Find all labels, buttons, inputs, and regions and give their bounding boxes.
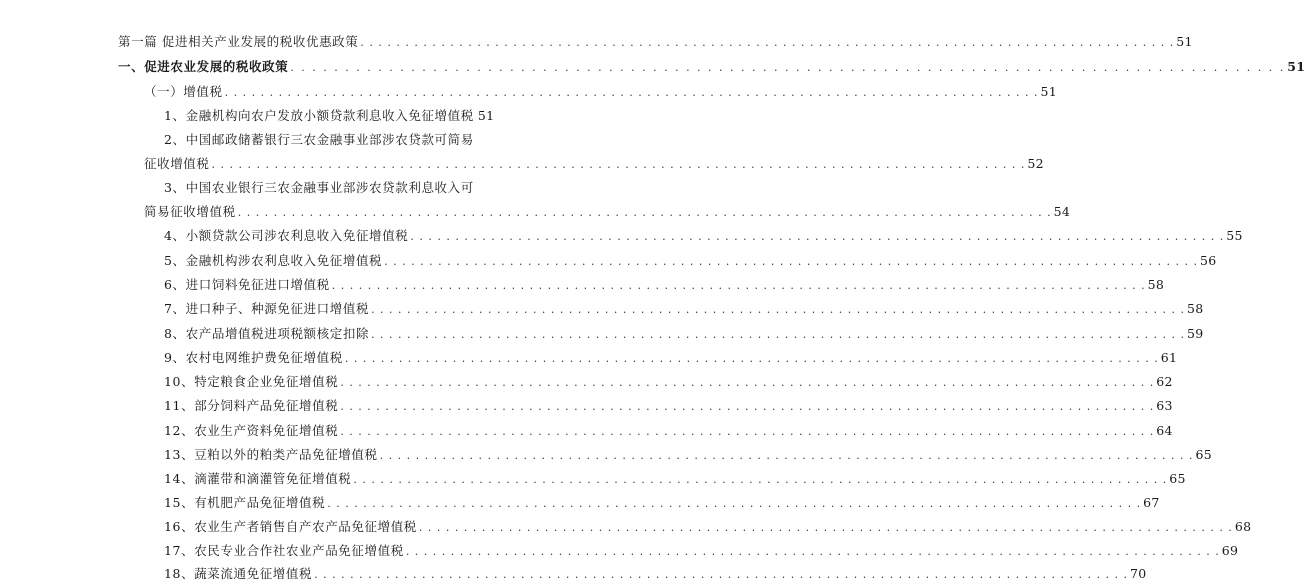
toc-entry-item-3-line1[interactable] [164, 180, 486, 198]
toc-entry-page: 65 [1169, 471, 1186, 486]
toc-entry-item-8[interactable] [164, 326, 1204, 344]
toc-entry-title: 16、农业生产者销售自产农产品免征增值税 [164, 519, 417, 534]
toc-entry-title: 12、农业生产资料免征增值税 [164, 423, 339, 438]
toc-entry-title: 15、有机肥产品免征增值税 [164, 495, 326, 510]
toc-entry-title: 3、中国农业银行三农金融事业部涉农贷款利息收入可 [164, 180, 474, 195]
toc-entry-item-11[interactable] [164, 398, 1173, 416]
toc-leader-dots [360, 35, 1174, 51]
toc-entry-item-1[interactable] [164, 108, 495, 126]
toc-entry-title: 5、金融机构涉农利息收入免征增值税 [164, 253, 383, 268]
toc-entry-page: 51 [1287, 59, 1305, 74]
toc-leader-dots [406, 544, 1220, 560]
toc-entry-title: 2、中国邮政储蓄银行三农金融事业部涉农贷款可简易 [164, 132, 474, 147]
toc-leader-dots [340, 375, 1154, 391]
toc-entry-item-5[interactable] [164, 253, 1217, 271]
toc-entry-title: 17、农民专业合作社农业产品免征增值税 [164, 543, 404, 558]
toc-leader-dots [384, 254, 1198, 270]
toc-entry-title: 9、农村电网维护费免征增值税 [164, 350, 343, 365]
toc-entry-title: 征收增值税 [144, 156, 210, 171]
toc-leader-dots [212, 157, 1026, 173]
toc-entry-page: 54 [1053, 204, 1071, 219]
toc-entry-item-10[interactable] [164, 374, 1173, 392]
toc-entry-title: 一、促进农业发展的税收政策 [118, 59, 289, 74]
toc-entry-page: 56 [1200, 253, 1217, 268]
toc-entry-item-6[interactable] [164, 277, 1165, 295]
toc-entry-item-2-line1[interactable] [164, 132, 486, 150]
toc-entry-page: 51 [477, 108, 495, 123]
toc-leader-dots [419, 520, 1233, 536]
toc-entry-page: 65 [1195, 447, 1213, 462]
toc-entry-page: 58 [1147, 277, 1165, 292]
toc-entry-page: 61 [1160, 350, 1178, 365]
toc-leader-dots [340, 399, 1154, 415]
toc-entry-title: 11、部分饲料产品免征增值税 [164, 398, 339, 413]
toc-entry-title: （一）增值税 [144, 84, 223, 99]
toc-entry-page: 59 [1186, 326, 1204, 341]
toc-entry-item-3-line2[interactable] [144, 204, 1071, 222]
toc-entry-title: 8、农产品增值税进项税额核定扣除 [164, 326, 370, 341]
toc-entry-page: 55 [1226, 228, 1243, 243]
toc-leader-dots [327, 496, 1141, 512]
toc-leader-dots [332, 278, 1146, 294]
toc-entry-page: 63 [1156, 398, 1173, 413]
toc-entry-item-16[interactable] [164, 519, 1252, 537]
toc-entry-page: 69 [1221, 543, 1239, 558]
toc-leader-dots [314, 567, 1128, 583]
toc-entry-title: 7、进口种子、种源免征进口增值税 [164, 301, 370, 316]
toc-leader-dots [410, 229, 1224, 245]
toc-entry-part-one[interactable] [118, 34, 1193, 52]
toc-entry-page: 51 [1176, 34, 1193, 49]
toc-entry-item-14[interactable] [164, 471, 1186, 489]
toc-entry-title: 1、金融机构向农户发放小额贷款利息收入免征增值税 [164, 108, 474, 123]
toc-entry-item-18[interactable] [164, 566, 1147, 584]
toc-entry-section-1[interactable] [118, 59, 1305, 77]
toc-entry-subsection-1[interactable] [144, 84, 1058, 102]
toc-entry-page: 58 [1186, 301, 1204, 316]
toc-entry-item-17[interactable] [164, 543, 1239, 561]
toc-entry-item-9[interactable] [164, 350, 1178, 368]
toc-entry-page: 64 [1156, 423, 1173, 438]
toc-entry-title: 4、小额贷款公司涉农利息收入免征增值税 [164, 228, 409, 243]
toc-leader-dots [340, 424, 1154, 440]
toc-entry-title: 第一篇 促进相关产业发展的税收优惠政策 [118, 34, 359, 49]
toc-entry-title: 10、特定粮食企业免征增值税 [164, 374, 339, 389]
toc-entry-page: 70 [1130, 566, 1147, 581]
toc-entry-page: 51 [1040, 84, 1058, 99]
toc-leader-dots [290, 60, 1285, 76]
toc-entry-title: 18、蔬菜流通免征增值税 [164, 566, 313, 581]
toc-entry-item-2-line2[interactable] [144, 156, 1044, 174]
toc-entry-page: 52 [1027, 156, 1044, 171]
toc-leader-dots [353, 472, 1167, 488]
toc-entry-title: 6、进口饲料免征进口增值税 [164, 277, 330, 292]
toc-entry-page: 67 [1143, 495, 1160, 510]
toc-entry-page: 68 [1234, 519, 1252, 534]
toc-entry-item-4[interactable] [164, 228, 1243, 246]
toc-entry-item-13[interactable] [164, 447, 1213, 465]
toc-entry-title: 简易征收增值税 [144, 204, 236, 219]
toc-entry-page: 62 [1156, 374, 1173, 389]
toc-leader-dots [371, 302, 1185, 318]
toc-leader-dots [238, 205, 1052, 221]
toc-leader-dots [371, 327, 1185, 343]
toc-entry-title: 13、豆粕以外的粕类产品免征增值税 [164, 447, 378, 462]
toc-leader-dots [345, 351, 1159, 367]
toc-entry-title: 14、滴灌带和滴灌管免征增值税 [164, 471, 352, 486]
toc-entry-item-12[interactable] [164, 423, 1173, 441]
toc-entry-item-7[interactable] [164, 301, 1204, 319]
toc-leader-dots [225, 85, 1039, 101]
toc-leader-dots [380, 448, 1194, 464]
toc-entry-item-15[interactable] [164, 495, 1160, 513]
